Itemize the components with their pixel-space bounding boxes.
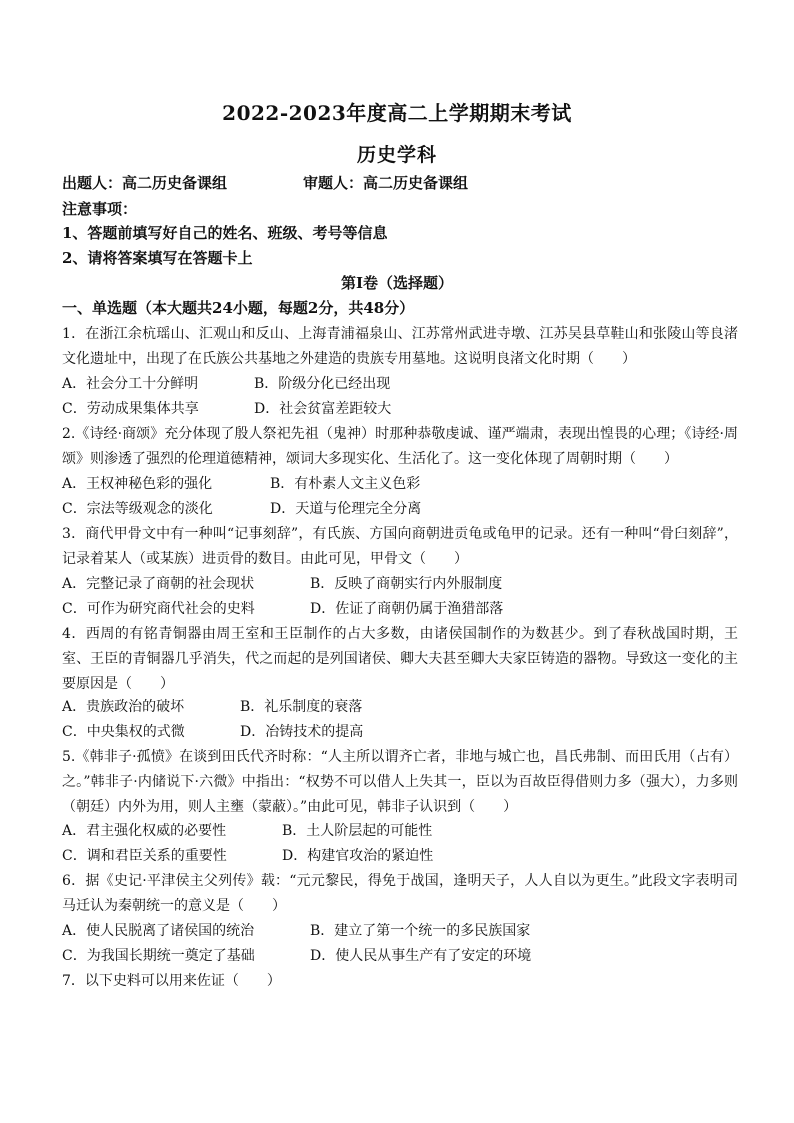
question-4-options (62, 695, 738, 745)
question-3-stem: 3．商代甲骨文中有一种叫“记事刻辞”，有氏族、方国向商朝进贡龟或龟甲的记录。还有一种叫“骨臼刻辞”，记录着某人（或某族）进贡骨的数目。由此可见，甲骨文（ ） (62, 526, 738, 567)
question-1-stem: 1．在浙江余杭瑶山、汇观山和反山、上海青浦福泉山、江苏常州武进寺墩、江苏吴县草鞋山和张陵山等良渚文化遗址中，出现了在氏族公共基地之外建造的贵族专用墓地。这说明良渚文化时期（ ） (62, 326, 738, 367)
section-title: 一、单选题（本大题共24小题，每题2分，共48分） (62, 299, 415, 317)
question-6-options (62, 919, 738, 969)
option-b: B．有朴素人文主义色彩 (270, 476, 421, 492)
question-2-stem: 2.《诗经·商颂》充分体现了殷人祭祀先祖（鬼神）时那种恭敬虔诚、谨严端肃，表现出惶畏的心理；《诗经·周颂》则渗透了强烈的伦理道德精神，颂词大多现实化、生活化了。这一变化体现了周朝时期（ ） (62, 426, 738, 467)
exam-subject: 历史学科 (356, 144, 437, 166)
notice-item-2: 2、请将答案填写在答题卡上 (62, 249, 253, 267)
question-5-stem: 5.《韩非子·孤愤》在谈到田氏代齐时称：“人主所以谓齐亡者，非地与城亡也，昌氏弗制、而田氏用（占有）之。”韩非子·内储说下·六微》中指出：“权势不可以借人上失其一，臣以为百故臣得借则力多（强大），力多则（朝廷）内外为用，则人主壅（蒙蔽）。”由此可见，韩非子认识到（ ） (62, 749, 738, 815)
part-title: 第I卷（选择题） (340, 274, 454, 292)
notice-item-1: 1、答题前填写好自己的姓名、班级、考号等信息 (62, 224, 388, 242)
question-2-options (62, 472, 738, 522)
option-a: A．使人民脱离了诸侯国的统治 (62, 923, 255, 939)
author-text: 出题人：高二历史备课组 (62, 174, 228, 192)
question-7-stem: 7．以下史料可以用来佐证（ ） (62, 973, 281, 989)
author-line (62, 172, 469, 193)
option-c: C．可作为研究商代社会的史料 (62, 601, 255, 617)
question-4-stem: 4．西周的有铭青铜器由周王室和王臣制作的占大多数，由诸侯国制作的为数甚少。到了春秋战国时期，王室、王臣的青铜器几乎消失，代之而起的是列国诸侯、卿大夫甚至卿大夫家臣铸造的器物。导致这一变化的主要原因是（ ） (62, 626, 738, 692)
option-d: D．社会贫富差距较大 (254, 401, 392, 417)
option-b: B．反映了商朝实行内外服制度 (310, 576, 503, 592)
exam-title: 2022-2023年度高二上学期期末考试 (222, 101, 572, 125)
option-d: D．构建官攻治的紧迫性 (282, 848, 434, 864)
option-c: C．中央集权的式微 (62, 724, 185, 740)
option-d: D．冶铸技术的提高 (240, 724, 364, 740)
option-d: D．佐证了商朝仍属于渔猎部落 (310, 601, 504, 617)
option-c: C．宗法等级观念的淡化 (62, 501, 213, 517)
option-b: B．土人阶层起的可能性 (282, 823, 433, 839)
option-d: D．使人民从事生产有了安定的环境 (310, 948, 532, 964)
option-d: D．天道与伦理完全分离 (270, 501, 422, 517)
question-6-stem: 6．据《史记·平津侯主父列传》载：“元元黎民，得免于战国，逢明天子，人人自以为更生。”此段文字表明司马迁认为秦朝统一的意义是（ ） (62, 873, 738, 914)
question-1-options (62, 372, 738, 422)
option-a: A．君主强化权威的必要性 (62, 823, 227, 839)
option-a: A．贵族政治的破坏 (62, 699, 185, 715)
question-5-options (62, 819, 738, 869)
option-c: C．调和君臣关系的重要性 (62, 848, 227, 864)
option-a: A．社会分工十分鲜明 (62, 376, 199, 392)
option-c: C．劳动成果集体共享 (62, 401, 199, 417)
option-a: A．王权神秘色彩的强化 (62, 476, 213, 492)
option-a: A．完整记录了商朝的社会现状 (62, 576, 255, 592)
option-b: B．建立了第一个统一的多民族国家 (310, 923, 531, 939)
option-b: B．礼乐制度的衰落 (240, 699, 363, 715)
notice-title: 注意事项： (62, 200, 138, 218)
option-b: B．阶级分化已经出现 (254, 376, 391, 392)
question-3-options (62, 572, 738, 622)
option-c: C．为我国长期统一奠定了基础 (62, 948, 255, 964)
reviewer-text: 审题人：高二历史备课组 (303, 174, 469, 192)
